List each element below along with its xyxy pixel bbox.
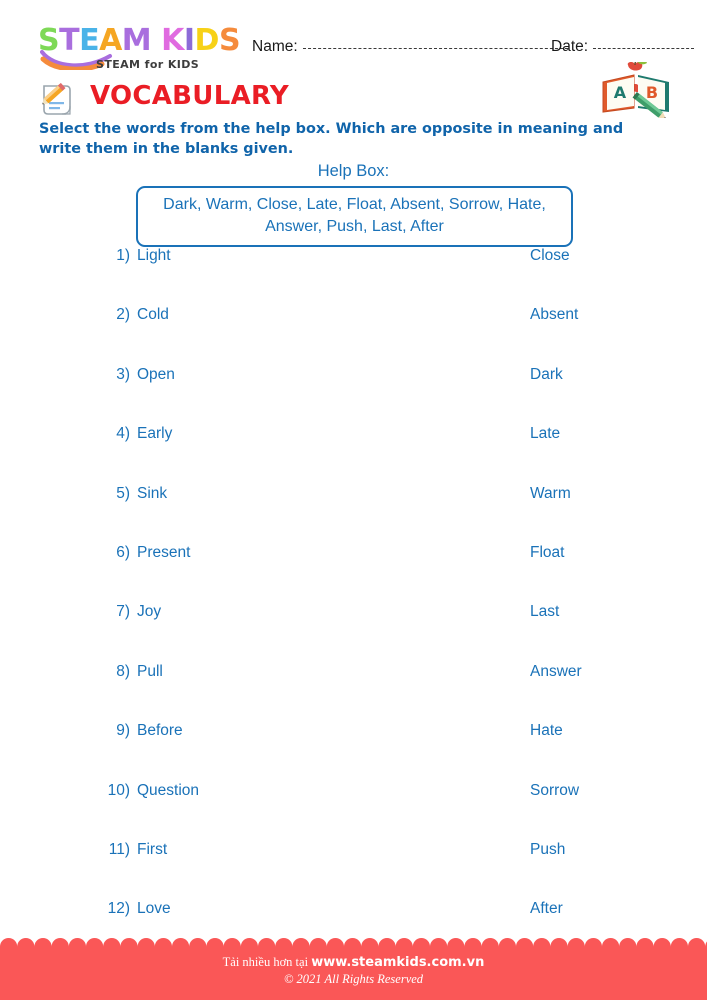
abc-book-icon (600, 62, 672, 118)
row-number: 1) (116, 247, 130, 264)
word-pair-row (0, 663, 707, 722)
logo-letter: D (194, 23, 219, 58)
word-prompt: Cold (137, 306, 169, 324)
footer-scallop-edge (0, 938, 707, 952)
word-prompt: Joy (137, 603, 162, 621)
footer-text (0, 954, 707, 988)
word-pair-list (0, 247, 707, 960)
word-pair-row (0, 722, 707, 781)
row-number: 6) (116, 543, 130, 561)
row-number: 10) (107, 781, 130, 799)
word-answer: Absent (530, 306, 579, 324)
logo-wordmark (38, 23, 241, 58)
logo-letter: I (183, 23, 195, 58)
word-answer: Close (530, 247, 570, 264)
word-pair-row (0, 841, 707, 900)
row-number: 8) (116, 662, 130, 680)
instructions-text: Select the words from the help box. Which are opposite in meaning and write them in the blanks given. (39, 121, 624, 157)
help-box-words: Dark, Warm, Close, Late, Float, Absent, Sorrow, Hate, Answer, Push, Last, After (163, 196, 546, 235)
word-pair-row (0, 366, 707, 425)
row-number: 11) (108, 840, 130, 858)
word-pair-row (0, 782, 707, 841)
row-number: 4) (116, 425, 130, 443)
word-answer: Warm (530, 484, 571, 502)
logo-letter: K (161, 23, 184, 58)
word-prompt: Light (137, 247, 171, 264)
word-pair-row (0, 603, 707, 662)
word-prompt: Sink (137, 484, 168, 502)
logo-letter: S (218, 23, 241, 58)
logo-letter: T (59, 23, 80, 58)
word-answer: Float (530, 543, 565, 561)
footer-copyright: © 2021 All Rights Reserved (283, 972, 424, 986)
date-input-line[interactable] (593, 40, 694, 49)
word-prompt: Pull (137, 662, 163, 680)
help-box (136, 186, 573, 247)
page-title: VOCABULARY (90, 81, 290, 111)
word-answer: Late (530, 425, 561, 443)
word-pair-row (0, 306, 707, 365)
logo-letter: E (79, 23, 100, 58)
row-number: 9) (116, 722, 130, 740)
steam-kids-logo (38, 23, 241, 71)
logo-letter: S (38, 23, 60, 58)
date-field[interactable] (551, 38, 694, 56)
word-pair-row (0, 247, 707, 306)
word-prompt: Open (137, 365, 175, 383)
logo-tagline: STEAM for KIDS (96, 58, 200, 71)
word-prompt: Question (137, 781, 200, 799)
word-answer: Sorrow (530, 781, 580, 799)
word-prompt: First (137, 840, 168, 858)
logo-letter: A (99, 23, 122, 58)
footer-url[interactable]: www.steamkids.com.vn (311, 955, 485, 970)
word-pair-row (0, 544, 707, 603)
date-label: Date: (551, 38, 589, 55)
name-label: Name: (252, 38, 298, 55)
word-answer: Hate (530, 722, 563, 740)
word-prompt: Early (137, 425, 173, 443)
svg-text:A: A (613, 83, 627, 102)
row-number: 3) (116, 365, 130, 383)
notepad-pencil-icon (36, 78, 82, 120)
logo-letter: M (121, 23, 152, 58)
word-answer: After (530, 900, 563, 918)
help-box-label: Help Box: (317, 162, 390, 180)
row-number: 7) (116, 603, 130, 621)
svg-text:B: B (645, 83, 659, 102)
word-answer: Push (530, 840, 566, 858)
word-pair-row (0, 425, 707, 484)
row-number: 5) (116, 484, 130, 502)
word-answer: Answer (530, 662, 582, 680)
word-answer: Last (530, 603, 560, 621)
name-field[interactable] (252, 38, 568, 56)
word-prompt: Before (137, 722, 183, 740)
name-input-line[interactable] (303, 40, 568, 49)
logo-letter (151, 26, 161, 56)
word-answer: Dark (530, 365, 563, 383)
row-number: 12) (107, 900, 130, 918)
footer-prefix: Tải nhiều hơn tại (222, 955, 312, 969)
word-prompt: Love (137, 900, 171, 918)
row-number: 2) (116, 306, 130, 324)
page-footer (0, 938, 707, 1000)
word-prompt: Present (137, 543, 191, 561)
word-pair-row (0, 485, 707, 544)
